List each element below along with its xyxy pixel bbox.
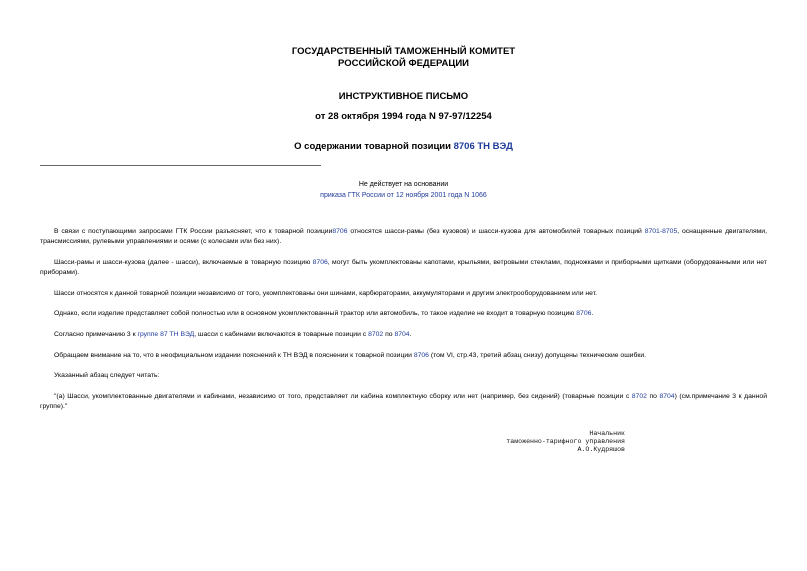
p8-link-8702[interactable]: 8702 bbox=[631, 392, 647, 400]
paragraph-5 bbox=[40, 330, 767, 340]
p5-link-group-87[interactable]: группе 87 ТН ВЭД bbox=[137, 330, 195, 338]
p2-text-2: , могут быть укомплектованы капотами, крыльями, ветровыми стеклами, подножками и приборными щитками (оборудованными или нет приборами). bbox=[40, 258, 767, 277]
signature-block bbox=[506, 430, 625, 454]
p5-link-8704[interactable]: 8704 bbox=[394, 330, 410, 338]
subject-text: О содержании товарной позиции bbox=[294, 141, 454, 152]
document-body bbox=[40, 227, 767, 423]
p6-text-1: Обращаем внимание на то, что в неофициальном издании пояснений к ТН ВЭД в пояснении к товарной позиции bbox=[54, 351, 414, 359]
paragraph-3 bbox=[40, 289, 767, 299]
authority-line-2: РОССИЙСКОЙ ФЕДЕРАЦИИ bbox=[337, 58, 469, 69]
p2-link-8706[interactable]: 8706 bbox=[312, 258, 328, 266]
paragraph-8 bbox=[40, 392, 767, 413]
subject-link-8706[interactable]: 8706 ТН ВЭД bbox=[453, 141, 513, 152]
paragraph-6 bbox=[40, 351, 767, 361]
p1-text-3: , оснащенные двигателями, трансмиссиями, рулевыми управлениями и осями (с колесами или без них). bbox=[40, 228, 767, 246]
p5-text-2: , шасси с кабинами включаются в товарные позиции с bbox=[194, 330, 369, 338]
signature-title: Начальник bbox=[589, 430, 625, 437]
signature-name: А.О.Кудряшов bbox=[577, 446, 625, 453]
p4-text-2: . bbox=[591, 310, 594, 318]
paragraph-7 bbox=[40, 371, 767, 381]
divider-line bbox=[40, 165, 321, 166]
p8-link-8704[interactable]: 8704 bbox=[659, 392, 675, 400]
p6-link-8706[interactable]: 8706 bbox=[413, 351, 429, 359]
paragraph-1 bbox=[40, 227, 767, 248]
p1-link-8706[interactable]: 8706 bbox=[332, 228, 348, 235]
p1-link-8701-8705[interactable]: 8701-8705 bbox=[644, 228, 678, 235]
document-type: ИНСТРУКТИВНОЕ ПИСЬМО bbox=[338, 91, 469, 102]
document-date-number: от 28 октября 1994 года N 97-97/12254 bbox=[315, 111, 492, 122]
status-link-order-1066[interactable]: приказа ГТК России от 12 ноября 2001 года N 1066 bbox=[320, 192, 487, 199]
status-note bbox=[0, 180, 807, 201]
status-text: Не действует на основании bbox=[358, 181, 449, 188]
p5-link-8702[interactable]: 8702 bbox=[368, 330, 384, 338]
p4-text-1: Однако, если изделие представляет собой полностью или в основном укомплектованный трактор или автомобиль, то такое изделие не входит в товарную позицию bbox=[54, 310, 577, 318]
p7-text-1: Указанный абзац следует читать: bbox=[54, 372, 160, 380]
p3-text-1: Шасси относятся к данной товарной позиции независимо от того, укомплектованы они шинами, карбюраторами, аккумуляторами и другим электрооборудованием или нет. bbox=[54, 289, 597, 297]
p8-text-3: ) (см.примечание 3 к данной группе)." bbox=[40, 392, 767, 411]
p1-text-1: В связи с поступающими запросами ГТК России разъясняет, что к товарной позиции bbox=[54, 228, 333, 235]
paragraph-4 bbox=[40, 309, 767, 319]
issuing-authority bbox=[0, 46, 807, 70]
paragraph-2 bbox=[40, 258, 767, 279]
document-subject bbox=[0, 141, 807, 152]
p6-text-2: (том VI, стр.43, третий абзац снизу) допущены технические ошибки. bbox=[428, 351, 647, 359]
p8-text-1: "(а) Шасси, укомплектованные двигателями и кабинами, независимо от того, представляет ли кабина комплектную сборку или нет (например, без сидений) (товарные позиции с bbox=[54, 392, 632, 400]
p5-text-4: . bbox=[409, 330, 412, 338]
p5-text-1: Согласно примечанию 3 к bbox=[54, 330, 138, 338]
p8-text-2: по bbox=[646, 392, 660, 400]
authority-line-1: ГОСУДАРСТВЕННЫЙ ТАМОЖЕННЫЙ КОМИТЕТ bbox=[291, 46, 516, 57]
signature-department: таможенно-тарифного управления bbox=[506, 438, 625, 445]
p4-link-8706[interactable]: 8706 bbox=[576, 310, 592, 318]
p5-text-3: по bbox=[383, 330, 395, 338]
p1-text-2: относятся шасси-рамы (без кузовов) и шасси-кузова для автомобилей товарных позиций bbox=[347, 228, 645, 235]
p2-text-1: Шасси-рамы и шасси-кузова (далее - шасси), включаемые в товарную позицию bbox=[54, 258, 313, 266]
